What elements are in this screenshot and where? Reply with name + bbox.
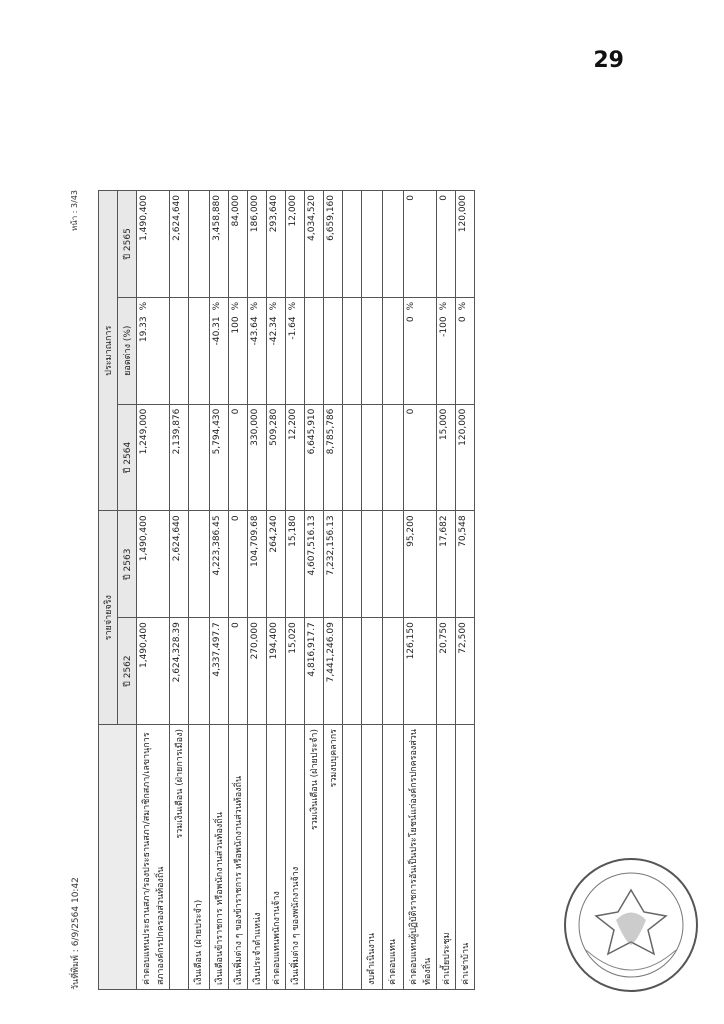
diff-number: -43.64	[250, 316, 260, 346]
value-2563: 7,232,156.13	[324, 511, 343, 618]
row-label: เงินประจำตำแหน่ง	[248, 725, 267, 990]
value-2563: 1,490,400	[137, 511, 170, 618]
row-label: ค่าตอบแทนประธานสภา/รองประธานสภา/สมาชิกสภา/เลขานุการสภาองค์กรปกครองส่วนท้องถิ่น	[137, 725, 170, 990]
value-2565: 293,640	[267, 191, 286, 298]
table-row	[189, 191, 210, 990]
value-2564: 120,000	[456, 404, 475, 511]
official-seal-icon	[556, 850, 706, 1000]
diff-unit: %	[250, 301, 260, 311]
diff-number: 0	[458, 316, 468, 323]
table-row	[383, 191, 404, 990]
diff-number: 100	[231, 316, 241, 334]
row-label: เงินเพิ่มต่าง ๆ ของข้าราชการ หรือพนักงานส่วนท้องถิ่น	[229, 725, 248, 990]
header-y2564: ปี 2564	[118, 404, 137, 511]
table-row-spacer	[343, 191, 362, 990]
value-2565: 3,458,880	[210, 191, 229, 298]
value-diff	[210, 297, 229, 404]
value-diff	[305, 297, 324, 404]
row-label: ค่าเบี้ยประชุม	[437, 725, 456, 990]
diff-number: -100	[439, 316, 449, 337]
value-2562: 4,337,497.7	[210, 618, 229, 725]
value-diff	[437, 297, 456, 404]
value-2562: 0	[229, 618, 248, 725]
header-actual-group: รายจ่ายจริง	[99, 511, 118, 725]
diff-number: -1.64	[288, 316, 298, 340]
page-index: หน้า : 3/43	[70, 190, 79, 231]
budget-sheet	[68, 190, 588, 990]
value-2564: 1,249,000	[137, 404, 170, 511]
print-date: วันที่พิมพ์ : 6/9/2564 10:42	[71, 877, 81, 990]
value-2564: 0	[404, 404, 437, 511]
diff-unit: %	[269, 301, 279, 311]
table-row	[210, 191, 229, 990]
value-2565: 120,000	[456, 191, 475, 298]
diff-unit: %	[139, 301, 149, 311]
page-number: 29	[593, 48, 624, 73]
value-2563: 17,682	[437, 511, 456, 618]
value-2563: 15,180	[286, 511, 305, 618]
value-2562: 2,624,328.39	[170, 618, 189, 725]
value-diff	[456, 297, 475, 404]
row-label: งบดำเนินงาน	[362, 725, 383, 990]
row-label: รวมเงินเดือน (ฝ่ายการเมือง)	[170, 725, 189, 990]
header-estimate-group: ประมาณการ	[99, 191, 118, 511]
value-2564: 8,785,786	[324, 404, 343, 511]
value-diff	[286, 297, 305, 404]
value-2564: 509,280	[267, 404, 286, 511]
row-label: เงินเดือน (ฝ่ายประจำ)	[189, 725, 210, 990]
value-2564: 0	[229, 404, 248, 511]
value-2564: 6,645,910	[305, 404, 324, 511]
value-2562: 126,150	[404, 618, 437, 725]
value-2565: 4,034,520	[305, 191, 324, 298]
value-2565: 0	[404, 191, 437, 298]
value-diff	[170, 297, 189, 404]
value-2564: 15,000	[437, 404, 456, 511]
value-2563: 2,624,640	[170, 511, 189, 618]
value-2564: 12,200	[286, 404, 305, 511]
header-diff: ยอดต่าง (%)	[118, 297, 137, 404]
value-2565: 0	[437, 191, 456, 298]
row-label: ค่าตอบแทนพนักงานจ้าง	[267, 725, 286, 990]
diff-number: 0	[406, 316, 416, 323]
value-2564: 330,000	[248, 404, 267, 511]
value-2563: 4,223,386.45	[210, 511, 229, 618]
table-row	[170, 191, 189, 990]
value-diff	[267, 297, 286, 404]
value-2562: 270,000	[248, 618, 267, 725]
value-2562: 4,816,917.7	[305, 618, 324, 725]
row-label: ค่าตอบแทนผู้ปฏิบัติราชการอันเป็นประโยชน์แก่องค์กรปกครองส่วนท้องถิ่น	[404, 725, 437, 990]
row-label: เงินเดือนข้าราชการ หรือพนักงานส่วนท้องถิ่น	[210, 725, 229, 990]
budget-table	[98, 190, 475, 990]
diff-unit: %	[231, 301, 241, 311]
table-row	[286, 191, 305, 990]
table-row	[324, 191, 343, 990]
value-2563: 104,709.68	[248, 511, 267, 618]
header-item	[99, 725, 137, 990]
value-2565: 186,000	[248, 191, 267, 298]
header-y2565: ปี 2565	[118, 191, 137, 298]
diff-unit: %	[212, 301, 222, 311]
value-diff	[404, 297, 437, 404]
diff-unit: %	[439, 301, 449, 311]
table-row	[267, 191, 286, 990]
value-2562: 72,500	[456, 618, 475, 725]
value-2564: 2,139,876	[170, 404, 189, 511]
value-2563: 4,607,516.13	[305, 511, 324, 618]
value-2562: 1,490,400	[137, 618, 170, 725]
table-row	[362, 191, 383, 990]
value-2562: 194,400	[267, 618, 286, 725]
row-label: รวมงบบุคลากร	[324, 725, 343, 990]
value-2563: 264,240	[267, 511, 286, 618]
diff-number: -40.31	[212, 316, 222, 346]
table-row	[456, 191, 475, 990]
diff-unit: %	[406, 301, 416, 311]
value-2562: 20,750	[437, 618, 456, 725]
value-2563: 70,548	[456, 511, 475, 618]
header-y2563: ปี 2563	[118, 511, 137, 618]
value-diff	[229, 297, 248, 404]
table-row	[305, 191, 324, 990]
row-label: ค่าเช่าบ้าน	[456, 725, 475, 990]
table-row	[229, 191, 248, 990]
diff-number: -42.34	[269, 316, 279, 346]
table-row	[404, 191, 437, 990]
table-row	[137, 191, 170, 990]
value-2562: 7,441,246.09	[324, 618, 343, 725]
value-2565: 12,000	[286, 191, 305, 298]
value-diff	[248, 297, 267, 404]
diff-unit: %	[458, 301, 468, 311]
value-2565: 1,490,400	[137, 191, 170, 298]
row-label: เงินเพิ่มต่าง ๆ ของพนักงานจ้าง	[286, 725, 305, 990]
header-y2562: ปี 2562	[118, 618, 137, 725]
value-2563: 95,200	[404, 511, 437, 618]
value-2563: 0	[229, 511, 248, 618]
row-label: ค่าตอบแทน	[383, 725, 404, 990]
value-2565: 84,000	[229, 191, 248, 298]
value-diff	[324, 297, 343, 404]
diff-number: 19.33	[139, 316, 149, 343]
diff-unit: %	[288, 301, 298, 311]
value-2564: 5,794,430	[210, 404, 229, 511]
value-2562: 15,020	[286, 618, 305, 725]
value-2565: 6,659,160	[324, 191, 343, 298]
value-diff	[137, 297, 170, 404]
row-label: รวมเงินเดือน (ฝ่ายประจำ)	[305, 725, 324, 990]
table-row	[248, 191, 267, 990]
table-row	[437, 191, 456, 990]
value-2565: 2,624,640	[170, 191, 189, 298]
